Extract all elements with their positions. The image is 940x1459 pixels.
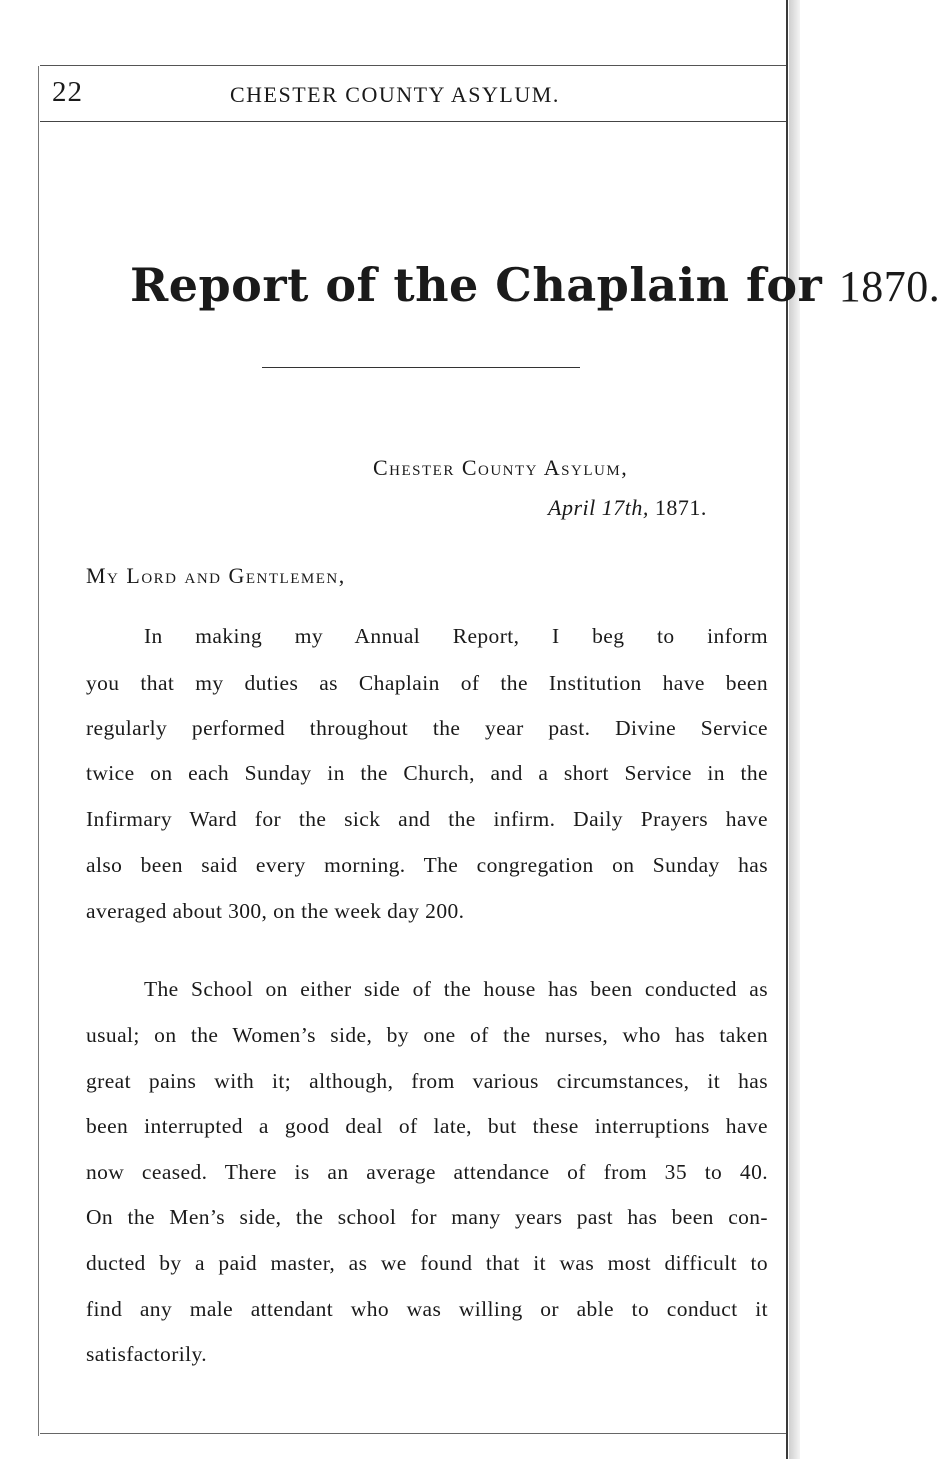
paragraph-1-line: regularly performed throughout the year past. Divine Service <box>86 716 768 740</box>
dateline-month-day: April 17th, <box>548 495 649 520</box>
paragraph-2-line: usual; on the Women’s side, by one of the nurses, who has taken <box>86 1023 768 1047</box>
report-title-year: 1870. <box>838 262 940 311</box>
paragraph-1-line: also been said every morning. The congregation on Sunday has <box>86 853 768 877</box>
paragraph-2-line: find any male attendant who was willing or able to conduct it <box>86 1297 768 1321</box>
report-title-text: Report of the Chaplain for <box>130 258 823 312</box>
dateline-year: 1871. <box>654 495 707 520</box>
dateline-place: Chester County Asylum, <box>373 455 629 480</box>
report-title <box>130 258 940 312</box>
paragraph-2-line: great pains with it; although, from various circumstances, it has <box>86 1069 768 1093</box>
paragraph-1-line: In making my Annual Report, I beg to inform <box>144 624 768 648</box>
paragraph-2-line: ducted by a paid master, as we found that it was most difficult to <box>86 1251 768 1275</box>
paragraph-2-line: The School on either side of the house has been conducted as <box>144 977 768 1001</box>
page-edge-shadow <box>789 0 800 1459</box>
page-number: 22 <box>52 76 83 108</box>
salutation: My Lord and Gentlemen, <box>86 563 346 588</box>
paragraph-2-line: satisfactorily. <box>86 1342 208 1366</box>
paragraph-1-line: twice on each Sunday in the Church, and a short Service in the <box>86 761 768 785</box>
dateline-date <box>548 495 707 521</box>
title-rule <box>262 367 580 368</box>
paragraph-1-line: Infirmary Ward for the sick and the infirm. Daily Prayers have <box>86 807 768 831</box>
page-edge-bottom <box>40 1433 786 1434</box>
page-edge-right <box>786 0 788 1459</box>
paragraph-1-line: averaged about 300, on the week day 200. <box>86 899 465 923</box>
page-edge-top <box>40 65 786 66</box>
paragraph-2-line: been interrupted a good deal of late, but these interruptions have <box>86 1114 768 1138</box>
paragraph-1-line: you that my duties as Chaplain of the Institution have been <box>86 671 768 695</box>
running-head: CHESTER COUNTY ASYLUM. <box>230 82 560 107</box>
paragraph-2-line: now ceased. There is an average attendance of from 35 to 40. <box>86 1160 768 1184</box>
header-rule <box>40 121 786 122</box>
paragraph-2-line: On the Men’s side, the school for many years past has been con- <box>86 1205 768 1229</box>
page-edge-left <box>38 66 39 1436</box>
